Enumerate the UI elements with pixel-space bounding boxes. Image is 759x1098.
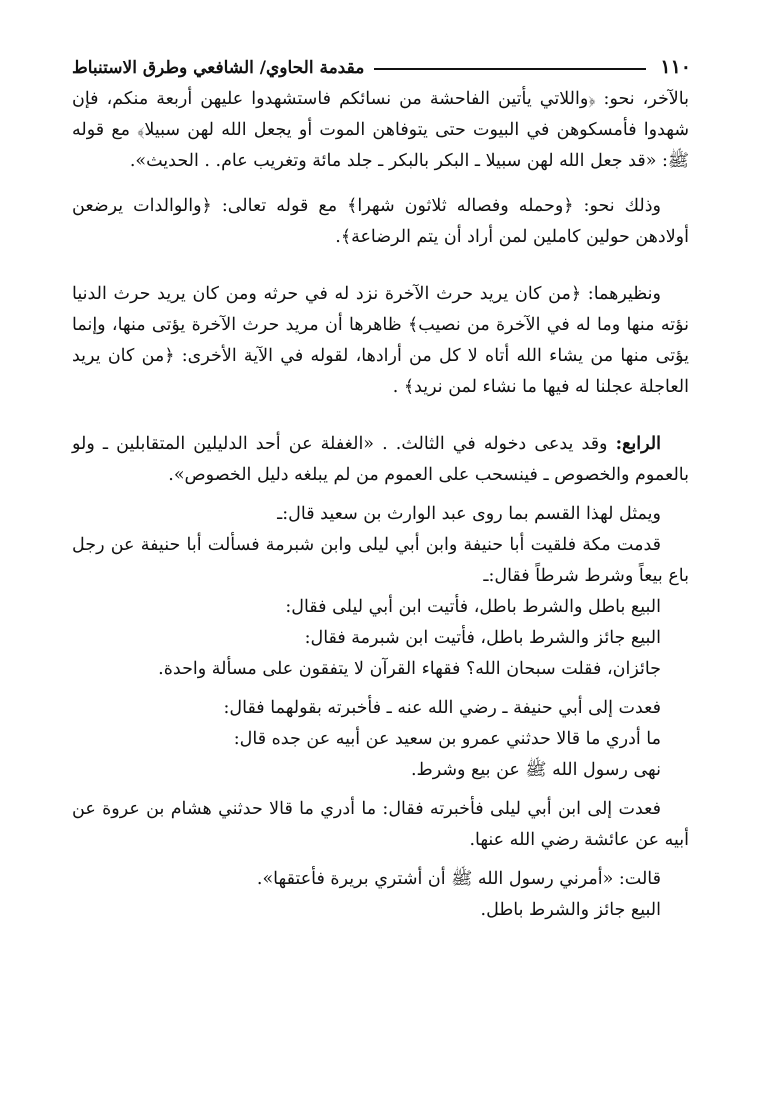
paragraph: فعدت إلى أبي حنيفة ـ رضي الله عنه ـ فأخبرته بقولهما فقال: — [223, 698, 661, 718]
paragraph: ما أدري ما قالا حدثني عمرو بن سعيد عن أبيه عن جده قال: — [233, 729, 661, 749]
page-number: ١١٠ — [660, 56, 691, 78]
page-body — [72, 84, 689, 926]
page-header — [72, 48, 691, 78]
paragraph: البيع باطل والشرط باطل، فأتيت ابن أبي ليلى فقال: — [285, 597, 661, 617]
paragraph: البيع جائز والشرط باطل، فأتيت ابن شبرمة فقال: — [304, 628, 661, 648]
paragraph: البيع جائز والشرط باطل. — [480, 900, 661, 920]
paragraph: بالآخر، نحو: ﴿واللاتي يأتين الفاحشة من نسائكم فاستشهدوا عليهن أربعة منكم، فإن شهدوا فأمسكوهن في البيوت حتى يتوفاهن الموت أو يجعل الله لهن سبيلا﴾ مع قوله ﷺ: «قد جعل الله لهن سبيلا ـ البكر بالبكر ـ جلد مائة وتغريب عام. . الحديث». — [72, 89, 689, 171]
paragraph-text: وقد يدعى دخوله في الثالث. . «الغفلة عن أحد الدليلين المتقابلين ـ ولو بالعموم والخصوص ـ فينسحب على العموم من لم يبلغه دليل الخصوص». — [72, 434, 689, 485]
section-label: الرابع: — [615, 434, 661, 454]
paragraph: فعدت إلى ابن أبي ليلى فأخبرته فقال: ما أدري ما قالا حدثني هشام بن عروة عن أبيه عن عائشة رضي الله عنها. — [72, 799, 689, 850]
paragraph — [72, 429, 689, 491]
paragraph: نهى رسول الله ﷺ عن بيع وشرط. — [410, 760, 661, 780]
running-title: مقدمة الحاوي/ الشافعي وطرق الاستنباط — [72, 58, 365, 78]
paragraph: جائزان، فقلت سبحان الله؟ فقهاء القرآن لا يتفقون على مسألة واحدة. — [158, 659, 661, 679]
header-rule — [374, 68, 646, 70]
paragraph: قالت: «أمرني رسول الله ﷺ أن أشتري بريرة فأعتقها». — [256, 869, 661, 889]
paragraph: ونظيرهما: ﴿من كان يريد حرث الآخرة نزد له في حرثه ومن كان يريد حرث الدنيا نؤته منها وما له في الآخرة من نصيب﴾ ظاهرها أن مريد حرث الآخرة يؤتى منها، وإنما يؤتى منها من يشاء الله أتاه لا كل من أرادها، لقوله في الآية الأخرى: ﴿من كان يريد العاجلة عجلنا له فيها ما نشاء لمن نريد﴾ . — [72, 284, 689, 397]
paragraph: قدمت مكة فلقيت أبا حنيفة وابن أبي ليلى وابن شبرمة فسألت أبا حنيفة عن رجل باع بيعاً وشرط شرطاً فقال:ـ — [72, 535, 689, 586]
paragraph: ويمثل لهذا القسم بما روى عبد الوارث بن سعيد قال:ـ — [277, 504, 661, 524]
paragraph: وذلك نحو: ﴿وحمله وفصاله ثلاثون شهرا﴾ مع قوله تعالى: ﴿والوالدات يرضعن أولادهن حولين كاملين لمن أراد أن يتم الرضاعة﴾. — [72, 196, 689, 247]
